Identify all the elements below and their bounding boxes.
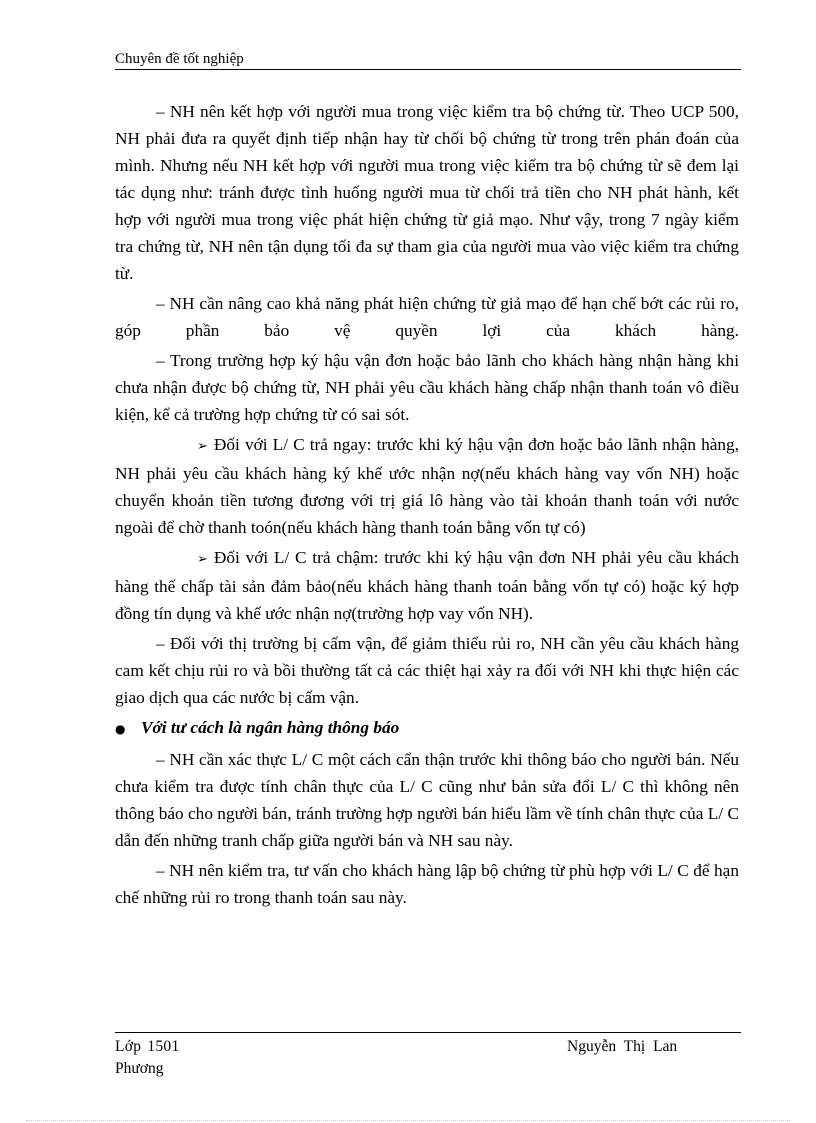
document-body (115, 98, 739, 914)
paragraph-7: – NH cần xác thực L/ C một cách cẩn thận trước khi thông báo cho người bán. Nếu chưa kiểm tra được tính chân thực của L/ C cũng như bản sửa đổi L/ C thì không nên thông báo cho người bán, tránh trường hợp người bán hiểu lầm về tính chân thực của L/ C dẫn đến những tranh chấp giữa người bán và NH sau này. (115, 750, 739, 850)
paragraph-5-text: Đối với L/ C trả chậm: trước khi ký hậu vận đơn NH phải yêu cầu khách hàng thế chấp tài sản đảm bảo(nếu khách hàng thanh toán bằng vốn tự có) hoặc ký hợp đồng tín dụng và khế ước nhận nợ(trường hợp vay vốn NH). (115, 548, 739, 623)
section-heading-text: Với tư cách là ngân hàng thông báo (141, 718, 400, 737)
paragraph-4 (115, 431, 739, 541)
page-bottom-edge (26, 1120, 790, 1121)
footer-author: Nguyễn Thị Lan (567, 1038, 678, 1055)
footer-class-label: Lớp (115, 1038, 142, 1055)
footer-class (115, 1036, 265, 1058)
header-divider (115, 69, 741, 70)
paragraph-4-text: Đối với L/ C trả ngay: trước khi ký hậu vận đơn hoặc bảo lãnh nhận hàng, NH phải yêu cầu khách hàng ký khế ước nhận nợ(nếu khách hàng vay vốn NH) hoặc chuyển khoản tiền tương đương với trị giá lô hàng vào tài khoản thanh toán với nước ngoài để chờ thanh toón(nếu khách hàng thanh toán bằng vốn tự có) (115, 435, 739, 537)
section-heading (115, 714, 739, 743)
paragraph-6: – Đối với thị trường bị cấm vận, để giảm thiểu rủi ro, NH cần yêu cầu khách hàng cam kết chịu rủi ro và bồi thường tất cả các thiệt hại xảy ra đối với NH khi thực hiện các giao dịch qua các nước bị cấm vận. (115, 634, 739, 707)
page-footer (115, 1036, 265, 1080)
paragraph-2: – NH cần nâng cao khả năng phát hiện chứng từ giả mạo để hạn chế bớt các rủi ro, góp phần bảo vệ quyền lợi của khách hàng. (115, 294, 739, 340)
paragraph-3: – Trong trường hợp ký hậu vận đơn hoặc bảo lãnh cho khách hàng nhận hàng khi chưa nhận được bộ chứng từ, NH phải yêu cầu khách hàng chấp nhận thanh toán vô điều kiện, kể cả trường hợp chứng từ có sai sót. (115, 351, 739, 424)
footer-class-number: 1501 (147, 1038, 180, 1055)
bullet-dot-icon: ● (115, 722, 126, 736)
paragraph-5 (115, 544, 739, 627)
paragraph-8: – NH nên kiểm tra, tư vấn cho khách hàng lập bộ chứng từ phù hợp với L/ C để hạn chế những rủi ro trong thanh toán sau này. (115, 861, 739, 907)
paragraph-1: – NH nên kết hợp với người mua trong việc kiểm tra bộ chứng từ. Theo UCP 500, NH phải đưa ra quyết định tiếp nhận hay từ chối bộ chứng từ trong trên phán đoán của mình. Nhưng nếu NH kết hợp với người mua trong việc kiểm tra bộ chứng từ sẽ đem lại tác dụng như: tránh được tình huống người mua từ chối trả tiền cho NH phát hành, kết hợp với người mua trong việc phát hiện chứng từ giả mạo. Như vậy, trong 7 ngày kiểm tra chứng từ, NH nên tận dụng tối đa sự tham gia của người mua vào việc kiểm tra chứng từ. (115, 102, 739, 283)
arrow-bullet-icon: ➢ (197, 439, 208, 454)
footer-author-suffix: Phương (115, 1060, 164, 1077)
arrow-bullet-icon: ➢ (197, 552, 208, 567)
footer-divider (115, 1032, 741, 1033)
header-title: Chuyên đề tốt nghiệp (115, 51, 244, 67)
page-header (115, 50, 741, 68)
